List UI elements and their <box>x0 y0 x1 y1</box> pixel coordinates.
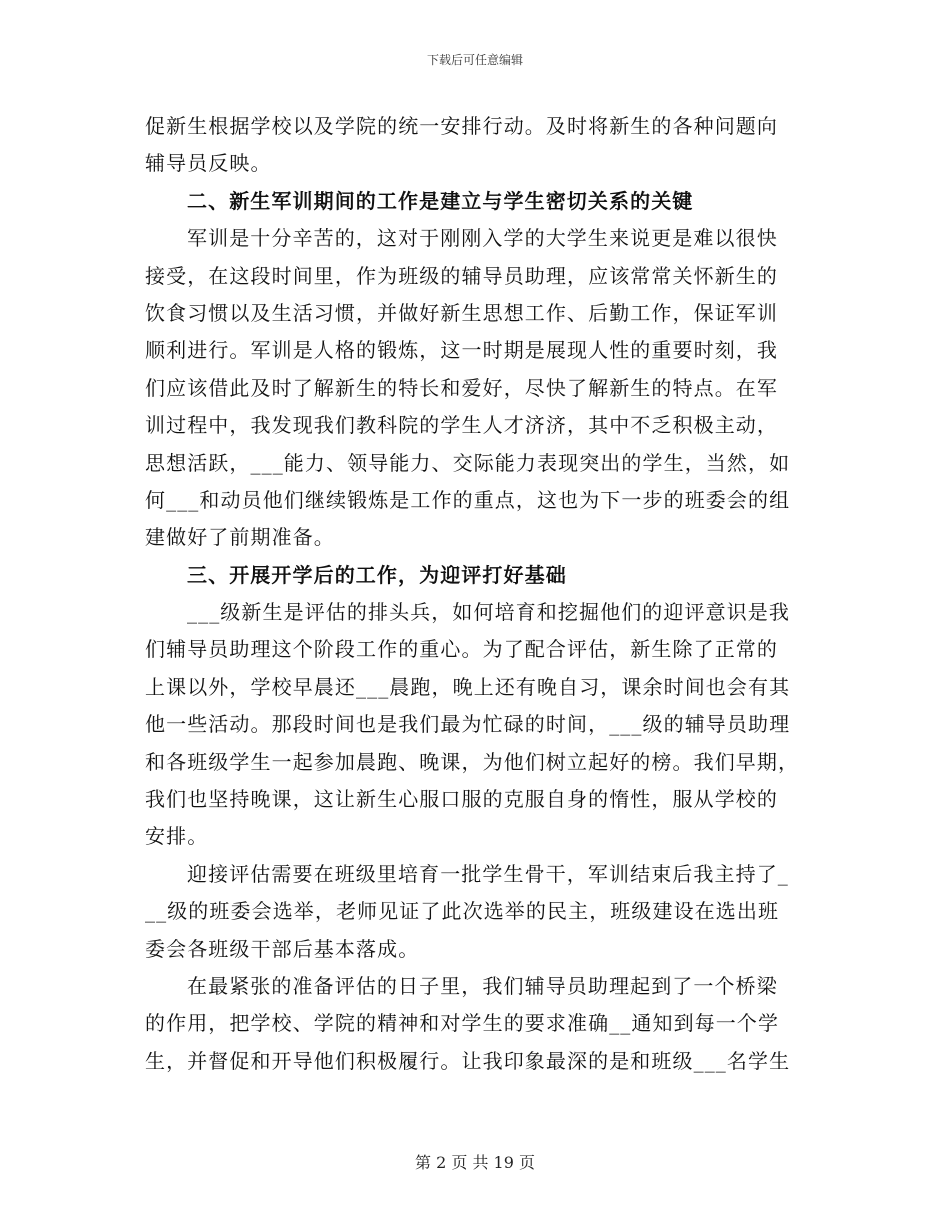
document-body <box>145 108 810 1080</box>
section-heading: 三、开展开学后的工作，为迎评打好基础 <box>187 562 567 587</box>
paragraph-first-line: 军训是十分辛苦的，这对于刚刚入学的大学生来说更是难以很快 <box>187 226 778 251</box>
body-line: 们应该借此及时了解新生的特长和爱好，尽快了解新生的特点。在军 <box>145 375 778 400</box>
body-line: 委会各班级干部后基本落成。 <box>145 936 420 961</box>
paragraph-first-line: 迎接评估需要在班级里培育一批学生骨干，军训结束后我主持了_ <box>187 861 789 886</box>
body-line: 促新生根据学校以及学院的统一安排行动。及时将新生的各种问题向 <box>145 114 778 138</box>
body-line: 上课以外，学校早晨还___晨跑，晚上还有晚自习，课余时间也会有其 <box>145 674 791 699</box>
body-line: 们辅导员助理这个阶段工作的重心。为了配合评估，新生除了正常的 <box>145 637 778 662</box>
body-line: 的作用，把学校、学院的精神和对学生的要求准确__通知到每一个学 <box>145 1011 780 1036</box>
body-line: __级的班委会选举，老师见证了此次选举的民主，班级建设在选出班 <box>145 899 780 924</box>
page-header: 下载后可任意编辑 <box>426 53 523 67</box>
body-line: 建做好了前期准备。 <box>145 525 335 550</box>
body-line: 何___和动员他们继续锻炼是工作的重点，这也为下一步的班委会的组 <box>145 487 791 512</box>
paragraph-first-line: ___级新生是评估的排头兵，如何培育和挖掘他们的迎评意识是我 <box>187 600 790 625</box>
body-line: 接受，在这段时间里，作为班级的辅导员助理，应该常常关怀新生的 <box>145 263 778 288</box>
body-line: 思想活跃，___能力、领导能力、交际能力表现突出的学生，当然，如 <box>145 450 791 475</box>
paragraph-first-line: 在最紧张的准备评估的日子里，我们辅导员助理起到了一个桥梁 <box>187 973 778 998</box>
body-line: 饮食习惯以及生活习惯，并做好新生思想工作、后勤工作，保证军训 <box>145 300 778 325</box>
body-line: 生，并督促和开导他们积极履行。让我印象最深的是和班级___名学生 <box>145 1048 791 1073</box>
body-line: 他一些活动。那段时间也是我们最为忙碌的时间，___级的辅导员助理 <box>145 712 791 737</box>
body-line: 我们也坚持晚课，这让新生心服口服的克服自身的惰性，服从学校的 <box>145 787 778 812</box>
body-line: 顺利进行。军训是人格的锻炼，这一时期是展现人性的重要时刻，我 <box>145 338 778 363</box>
body-line: 训过程中，我发现我们教科院的学生人才济济，其中不乏积极主动， <box>145 413 778 438</box>
body-line: 安排。 <box>145 824 209 849</box>
page-number-footer: 第 2 页 共 19 页 <box>415 1153 535 1172</box>
body-line: 和各班级学生一起参加晨跑、晚课，为他们树立起好的榜。我们早期， <box>145 749 800 774</box>
section-heading: 二、新生军训期间的工作是建立与学生密切关系的关键 <box>187 188 694 213</box>
body-line: 辅导员反映。 <box>145 151 272 176</box>
